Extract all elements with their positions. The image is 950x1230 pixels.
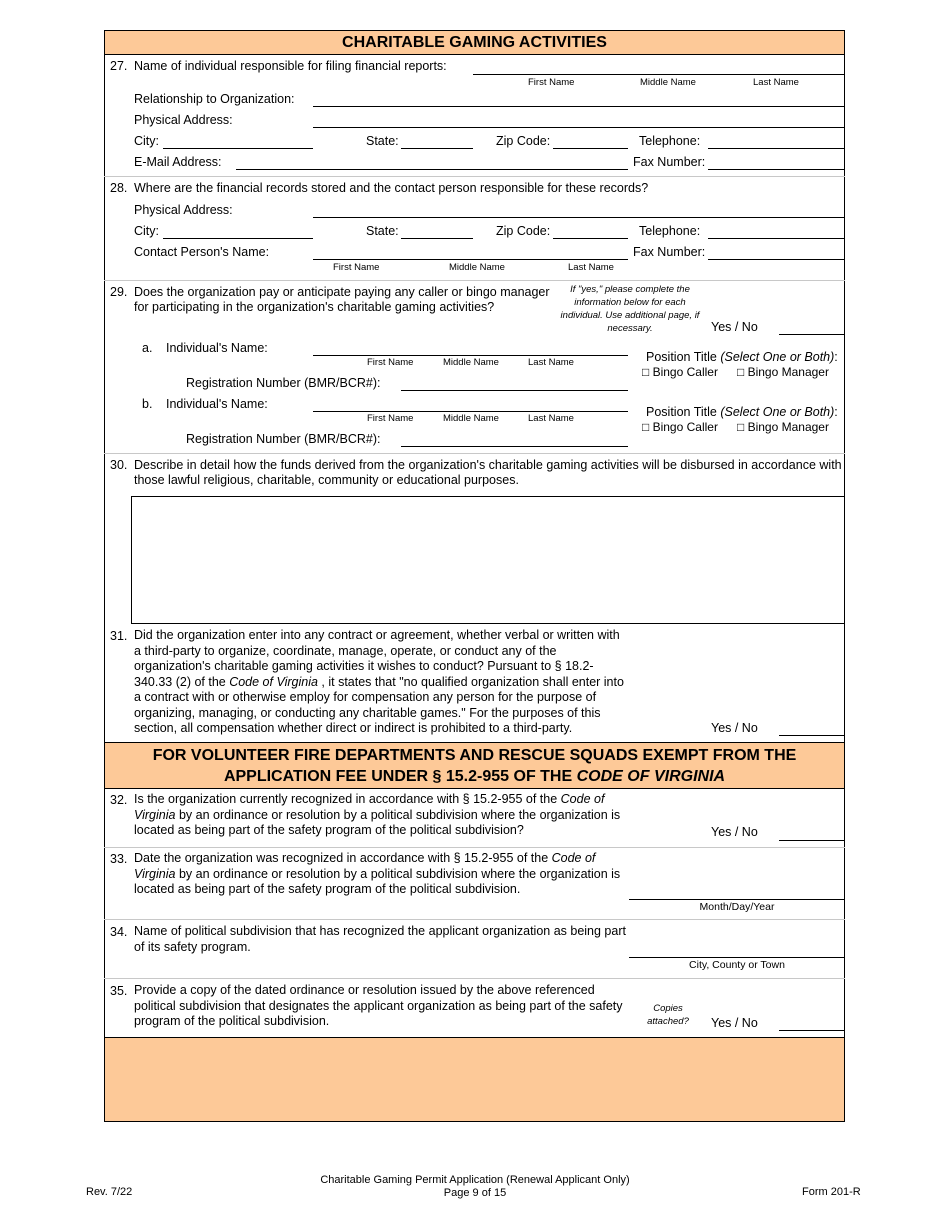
footer-center <box>275 1174 675 1200</box>
q33-line <box>134 867 634 883</box>
q28-contact-field[interactable] <box>313 259 628 260</box>
q33-date-caption: Month/Day/Year <box>699 901 775 913</box>
q29-text-line1: Does the organization pay or anticipate paying any caller or bingo manager <box>134 285 550 299</box>
position-title-label: Position Title <box>646 405 721 419</box>
q28-physical-label: Physical Address: <box>134 203 233 217</box>
q35-line: Provide a copy of the dated ordinance or resolution issued by the above referenced <box>134 983 595 997</box>
q28-contact-label: Contact Person's Name: <box>134 245 270 259</box>
q29b-registration-field[interactable] <box>401 446 628 447</box>
q27-email-label: E-Mail Address: <box>134 155 222 169</box>
q33-line2-text: by an ordinance or resolution by a political subdivision where the organization is <box>175 866 621 881</box>
footer-revision: Rev. 7/22 <box>86 1186 133 1198</box>
q32-line1-text: Is the organization currently recognized in accordance with § 15.2-955 of the <box>134 792 561 806</box>
footer-form-number: Form 201-R <box>802 1186 861 1198</box>
q29b-letter: b. <box>142 397 153 411</box>
q29b-individual-label: Individual's Name: <box>166 397 268 411</box>
q29b-registration-label: Registration Number (BMR/BCR#): <box>186 432 381 446</box>
q28-zip-field[interactable] <box>553 238 628 239</box>
separator <box>104 919 845 920</box>
q30-number: 30. <box>110 458 128 472</box>
q32-text <box>134 792 634 839</box>
q28-state-field[interactable] <box>401 238 473 239</box>
position-title-note: (Select One or Both) <box>720 405 835 419</box>
q35-copies-line: attached? <box>647 1016 689 1027</box>
q35-copies-line: Copies <box>653 1003 683 1014</box>
q29a-bingo-manager-checkbox[interactable]: □ Bingo Manager <box>737 365 829 379</box>
q35-copies-note <box>640 1002 696 1028</box>
q33-line: located as being part of the safety program of the political subdivision. <box>134 882 521 896</box>
separator <box>104 176 845 177</box>
last-name-caption: Last Name <box>568 262 614 273</box>
q34-line: Name of political subdivision that has recognized the applicant organization as being part <box>134 924 626 938</box>
separator <box>104 847 845 848</box>
q34-line: of its safety program. <box>134 939 251 954</box>
q32-yesno-label: Yes / No <box>711 825 758 839</box>
q29a-letter: a. <box>142 341 153 355</box>
q34-subdivision-caption: City, County or Town <box>689 959 785 971</box>
q28-city-label: City: <box>134 224 159 238</box>
q34-subdivision-field[interactable] <box>629 957 845 958</box>
first-name-caption: First Name <box>367 413 414 424</box>
q31-yesno-label: Yes / No <box>711 721 758 735</box>
first-name-caption: First Name <box>528 77 575 88</box>
first-name-caption: First Name <box>333 262 380 273</box>
last-name-caption: Last Name <box>528 357 574 368</box>
q35-text <box>134 983 634 1030</box>
q28-number: 28. <box>110 181 128 195</box>
q27-fax-field[interactable] <box>708 169 845 170</box>
q28-text: Where are the financial records stored and the contact person responsible for these records? <box>134 181 649 195</box>
q27-relationship-label: Relationship to Organization: <box>134 92 295 106</box>
header2-line2 <box>105 766 844 787</box>
q31-number: 31. <box>110 629 128 643</box>
position-title-colon: : <box>834 350 838 364</box>
q31-line: Did the organization enter into any contract or agreement, whether verbal or written with <box>134 628 620 642</box>
q27-physical-label: Physical Address: <box>134 113 233 127</box>
q35-number: 35. <box>110 984 128 998</box>
q31-line: organizing, managing, or conducting any charitable games." For the purposes of this <box>134 705 601 720</box>
q28-city-field[interactable] <box>163 238 313 239</box>
q27-telephone-field[interactable] <box>708 148 845 149</box>
header2-code-of-virginia: CODE OF VIRGINIA <box>576 768 726 785</box>
last-name-caption: Last Name <box>528 413 574 424</box>
header2-line2-text: APPLICATION FEE UNDER § 15.2-955 OF THE <box>223 768 577 785</box>
q31-line <box>134 675 634 691</box>
q32-yesno-field[interactable] <box>779 840 845 841</box>
code-of-virginia: Code of Virginia <box>229 674 318 689</box>
separator <box>104 453 845 454</box>
q27-physical-field[interactable] <box>313 127 845 128</box>
q33-number: 33. <box>110 852 128 866</box>
q29a-individual-label: Individual's Name: <box>166 341 268 355</box>
q33-text <box>134 851 634 898</box>
header2-line1: FOR VOLUNTEER FIRE DEPARTMENTS AND RESCUE SQUADS EXEMPT FROM THE <box>152 747 797 764</box>
q28-zip-label: Zip Code: <box>496 224 551 238</box>
q31-line: a contract with or otherwise employ for compensation any person for the purpose of <box>134 690 597 704</box>
q29b-position-title <box>646 405 838 419</box>
q29a-registration-field[interactable] <box>401 390 628 391</box>
q30-text-line2: those lawful religious, charitable, community or educational purposes. <box>134 473 519 487</box>
q28-physical-field[interactable] <box>313 217 845 218</box>
q29b-bingo-caller-checkbox[interactable]: □ Bingo Caller <box>642 420 718 434</box>
q33-date-field[interactable] <box>629 899 845 900</box>
q29a-bingo-caller-checkbox[interactable]: □ Bingo Caller <box>642 365 718 379</box>
section-header-charitable-gaming: CHARITABLE GAMING ACTIVITIES <box>104 30 845 55</box>
q32-line <box>134 808 634 824</box>
q29-note: If "yes," please complete the information below for each individual. Use additional page, if necessary. <box>560 284 700 334</box>
code-of-virginia: Code of <box>551 851 596 865</box>
q27-state-label: State: <box>366 134 399 148</box>
q27-name-field[interactable] <box>473 74 845 75</box>
q35-yesno-field[interactable] <box>779 1030 845 1031</box>
q28-fax-field[interactable] <box>708 259 845 260</box>
footer-title: Charitable Gaming Permit Application (Renewal Applicant Only) <box>320 1174 630 1186</box>
q31-yesno-field[interactable] <box>779 735 845 736</box>
q29-text-line2: for participating in the organization's charitable gaming activities? <box>134 300 495 314</box>
q35-line: political subdivision that designates the applicant organization as being part of the safety <box>134 998 623 1013</box>
q27-city-label: City: <box>134 134 159 148</box>
q29a-registration-label: Registration Number (BMR/BCR#): <box>186 376 381 390</box>
q27-relationship-field[interactable] <box>313 106 845 107</box>
q29a-position-title <box>646 350 838 364</box>
q27-telephone-label: Telephone: <box>639 134 701 148</box>
q27-text: Name of individual responsible for filing financial reports: <box>134 59 447 73</box>
first-name-caption: First Name <box>367 357 414 368</box>
last-name-caption: Last Name <box>753 77 799 88</box>
q29a-individual-field[interactable] <box>313 355 628 356</box>
q32-line <box>134 792 634 808</box>
q32-line: located as being part of the safety program of the political subdivision? <box>134 823 524 837</box>
q29-number: 29. <box>110 285 128 299</box>
position-title-note: (Select One or Both) <box>720 350 835 364</box>
q30-answer-textarea[interactable] <box>131 496 845 624</box>
q27-email-field[interactable] <box>236 169 628 170</box>
q29b-bingo-manager-checkbox[interactable]: □ Bingo Manager <box>737 420 829 434</box>
q34-text <box>134 924 634 955</box>
q31-line4-start: 340.33 (2) of the <box>134 674 230 689</box>
q27-state-field[interactable] <box>401 148 473 149</box>
q32-number: 32. <box>110 793 128 807</box>
middle-name-caption: Middle Name <box>443 357 499 368</box>
q34-number: 34. <box>110 925 128 939</box>
q29b-individual-field[interactable] <box>313 411 628 412</box>
q28-fax-label: Fax Number: <box>633 245 706 259</box>
q27-zip-field[interactable] <box>553 148 628 149</box>
q29-yesno-field[interactable] <box>779 334 845 335</box>
q30-text-line1: Describe in detail how the funds derived from the organization's charitable gaming activities will be disbursed in accordance with <box>134 458 842 472</box>
virginia: Virginia <box>134 866 176 881</box>
code-of-virginia: Code of <box>560 792 605 806</box>
position-title-colon: : <box>834 405 838 419</box>
bottom-shaded-area <box>104 1037 845 1122</box>
q33-line <box>134 851 634 867</box>
q28-state-label: State: <box>366 224 399 238</box>
q27-number: 27. <box>110 59 128 73</box>
q31-line: section, all compensation whether direct or indirect is prohibited to a third-party. <box>134 721 573 735</box>
q31-line4-end: , it states that "no qualified organization shall enter into <box>317 674 624 689</box>
virginia: Virginia <box>134 807 176 822</box>
middle-name-caption: Middle Name <box>443 413 499 424</box>
separator <box>104 978 845 979</box>
section-header-volunteer-fire <box>104 742 845 789</box>
footer-page-number: Page 9 of 15 <box>443 1187 507 1199</box>
q29-yesno-label: Yes / No <box>711 320 758 334</box>
q28-telephone-field[interactable] <box>708 238 845 239</box>
q32-line2-text: by an ordinance or resolution by a political subdivision where the organization is <box>175 807 621 822</box>
q27-zip-label: Zip Code: <box>496 134 551 148</box>
q27-fax-label: Fax Number: <box>633 155 706 169</box>
middle-name-caption: Middle Name <box>640 77 696 88</box>
q31-line: organization's charitable gaming activities it wishes to conduct? Pursuant to § 18.2- <box>134 659 594 673</box>
separator <box>104 280 845 281</box>
q28-telephone-label: Telephone: <box>639 224 701 238</box>
middle-name-caption: Middle Name <box>449 262 505 273</box>
q31-line: a third-party to organize, coordinate, manage, operate, or conduct any of the <box>134 643 557 658</box>
position-title-label: Position Title <box>646 350 721 364</box>
q31-text <box>134 628 634 737</box>
q27-city-field[interactable] <box>163 148 313 149</box>
q35-yesno-label: Yes / No <box>711 1016 758 1030</box>
q33-line1-text: Date the organization was recognized in accordance with § 15.2-955 of the <box>134 851 552 865</box>
q35-line: program of the political subdivision. <box>134 1014 330 1028</box>
